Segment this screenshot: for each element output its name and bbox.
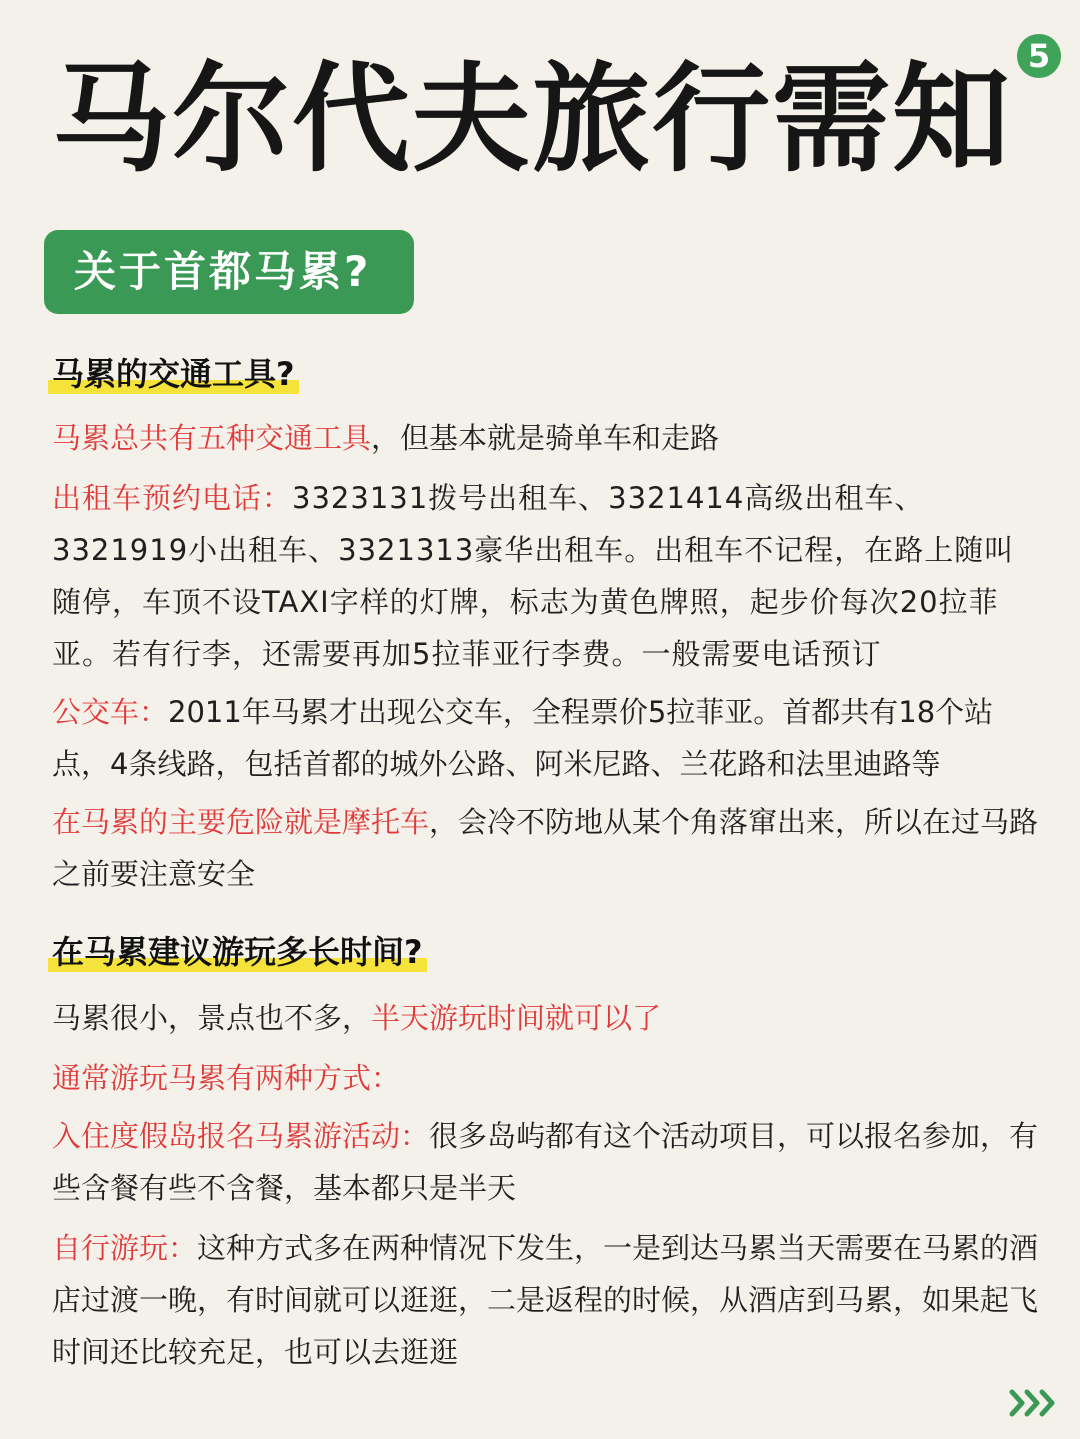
duration-heading-text: 在马累建议游玩多长时间?: [52, 933, 423, 971]
transport-p1-text: ，但基本就是骑单车和走路: [371, 421, 720, 455]
transport-paragraph-4: [52, 796, 1042, 900]
transport-p4-emphasis: 在马累的主要危险就是摩托车: [52, 805, 430, 839]
duration-p2-emphasis: 通常游玩马累有两种方式：: [52, 1061, 401, 1095]
transport-p3-text: 2011年马累才出现公交车，全程票价5拉菲亚。首都共有18个站点，4条线路，包括首都的城外公路、阿米尼路、兰花路和法里迪路等: [52, 695, 994, 781]
duration-p4-emphasis: 自行游玩：: [52, 1231, 198, 1265]
section-label: 关于首都马累?: [44, 230, 414, 314]
duration-p3-text: 很多岛屿都有这个活动项目，可以报名参加，有些含餐有些不含餐，基本都只是半天: [52, 1119, 1039, 1205]
duration-p1-emphasis: 半天游玩时间就可以了: [371, 1001, 662, 1035]
duration-heading-highlight: [52, 930, 423, 974]
page-title: 马尔代夫旅行需知: [52, 50, 1013, 188]
transport-paragraph-1: [52, 412, 1042, 464]
triple-chevron-right-icon[interactable]: [1008, 1388, 1060, 1418]
transport-p4-text: ，会冷不防地从某个角落窜出来，所以在过马路之前要注意安全: [52, 805, 1039, 891]
transport-heading: [52, 352, 295, 396]
transport-heading-text: 马累的交通工具?: [52, 355, 295, 393]
duration-paragraph-1: [52, 992, 1042, 1044]
duration-p4-text: 这种方式多在两种情况下发生，一是到达马累当天需要在马累的酒店过渡一晚，有时间就可以逛逛，二是返程的时候，从酒店到马累，如果起飞时间还比较充足，也可以去逛逛: [52, 1231, 1039, 1369]
transport-p2-emphasis: 出租车预约电话：: [52, 481, 293, 515]
transport-p1-emphasis: 马累总共有五种交通工具: [52, 421, 372, 455]
duration-paragraph-2: [52, 1052, 1042, 1104]
transport-p2-text: 3323131拨号出租车、3321414高级出租车、3321919小出租车、3321313豪华出租车。出租车不记程，在路上随叫随停，车顶不设TAXI字样的灯牌，标志为黄色牌照，起步价每次20拉菲亚。若有行李，还需要再加5拉菲亚行李费。一般需要电话预订: [52, 481, 1015, 671]
page-number-badge: 5: [1017, 34, 1061, 78]
duration-paragraph-4: [52, 1222, 1042, 1378]
duration-paragraph-3: [52, 1110, 1042, 1214]
duration-p3-emphasis: 入住度假岛报名马累游活动：: [52, 1119, 430, 1153]
transport-p3-emphasis: 公交车：: [52, 695, 169, 729]
transport-paragraph-3: [52, 686, 1042, 790]
transport-heading-highlight: [52, 352, 295, 396]
transport-paragraph-2: [52, 472, 1042, 680]
duration-p1-text: 马累很小，景点也不多，: [52, 1001, 372, 1035]
duration-heading: [52, 930, 423, 974]
